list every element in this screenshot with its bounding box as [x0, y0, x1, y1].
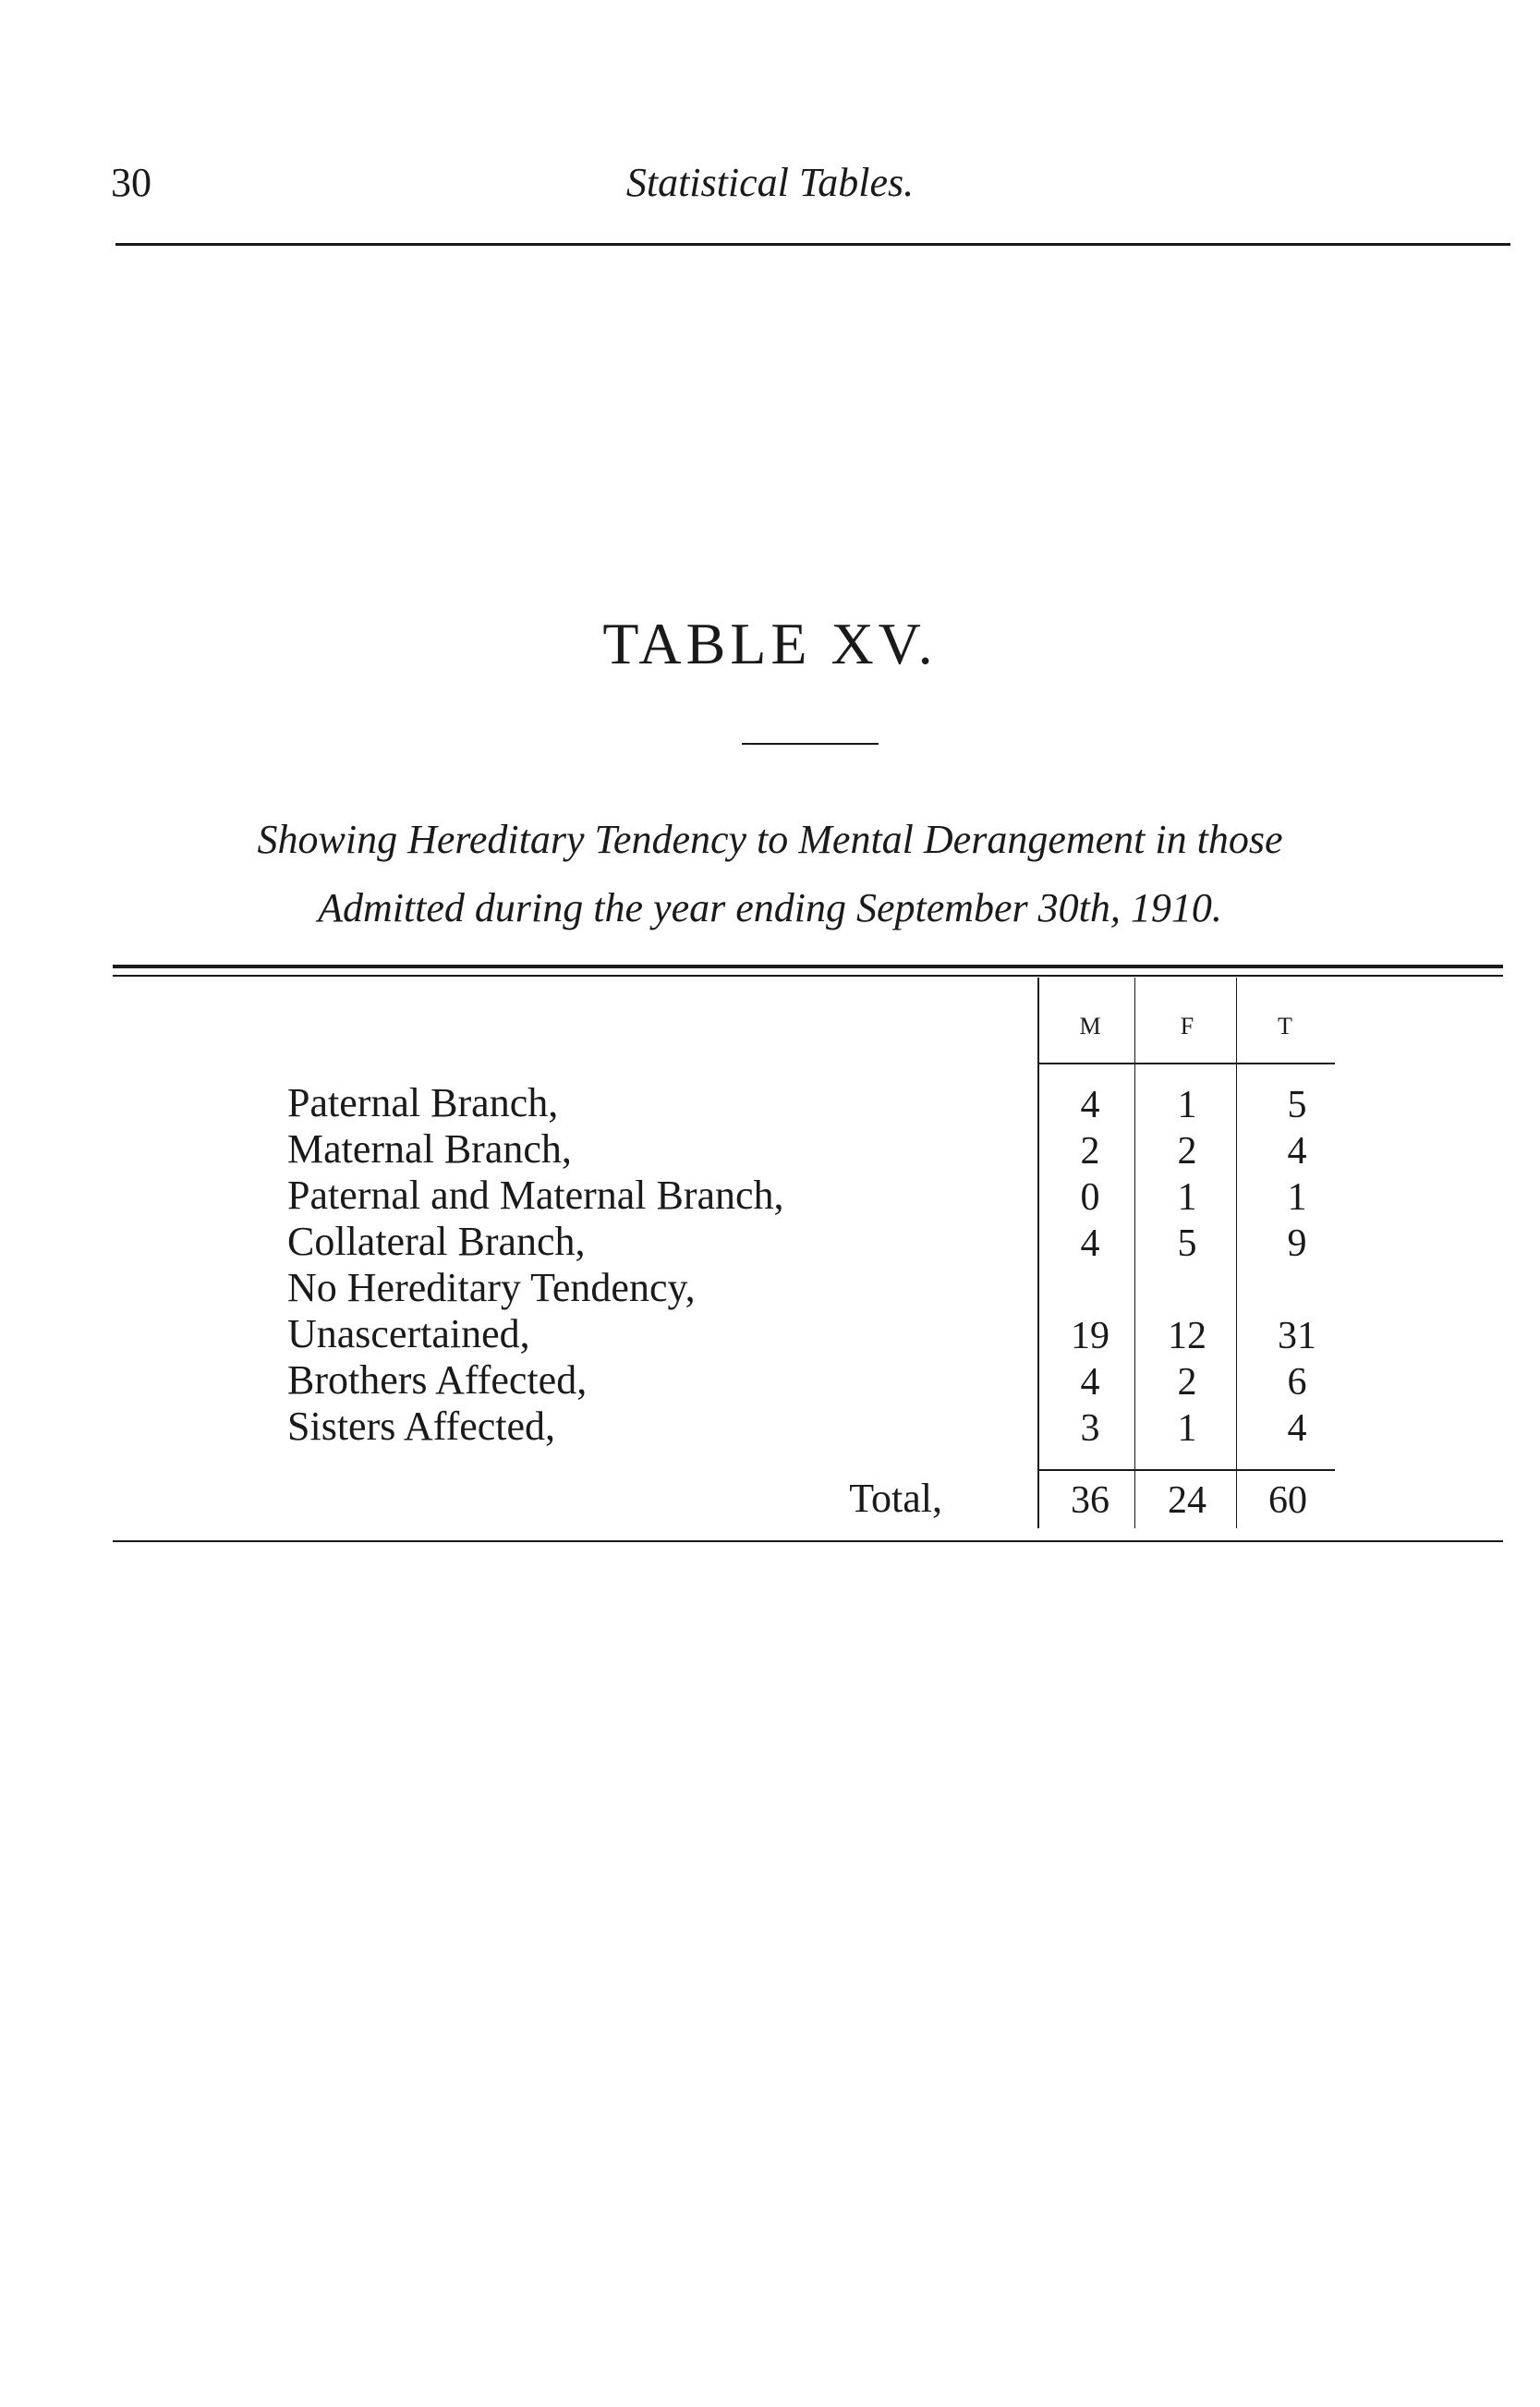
subtitle-line-1: Showing Hereditary Tendency to Mental Derangement in those — [257, 817, 1283, 862]
table-subtitle — [0, 806, 1540, 942]
title-rule — [742, 743, 879, 745]
total-t: 60 — [1268, 1479, 1307, 1522]
column-header-rule — [1037, 1063, 1335, 1064]
total-rule — [1037, 1469, 1335, 1471]
cell-f: 1 — [1177, 1407, 1197, 1450]
row-label: Paternal Branch, — [287, 1080, 559, 1125]
row-label: Unascertained, — [287, 1311, 530, 1356]
cell-t: 9 — [1287, 1222, 1307, 1265]
cell-f: 1 — [1177, 1084, 1197, 1126]
cell-f: 2 — [1177, 1361, 1197, 1404]
table-title: TABLE XV. — [602, 611, 938, 676]
column-header-f: F — [1180, 1013, 1194, 1039]
cell-m: 19 — [1071, 1315, 1110, 1357]
cell-f: 12 — [1168, 1315, 1207, 1357]
row-label: Paternal and Maternal Branch, — [287, 1173, 784, 1218]
cell-m: 0 — [1080, 1176, 1100, 1219]
row-label: Collateral Branch, — [287, 1219, 586, 1264]
column-header-m: M — [1079, 1013, 1101, 1039]
cell-m: 4 — [1080, 1222, 1100, 1265]
cell-t: 5 — [1287, 1084, 1307, 1126]
cell-f: 5 — [1177, 1222, 1197, 1265]
total-m: 36 — [1071, 1479, 1110, 1522]
cell-f: 1 — [1177, 1176, 1197, 1219]
column-header-t: T — [1278, 1013, 1292, 1039]
header-rule — [115, 243, 1510, 246]
cell-t: 4 — [1287, 1407, 1307, 1450]
cell-t: 1 — [1287, 1176, 1307, 1219]
running-title: Statistical Tables. — [625, 160, 915, 205]
row-label: Maternal Branch, — [287, 1126, 572, 1172]
cell-m: 3 — [1080, 1407, 1100, 1450]
cell-t: 31 — [1278, 1315, 1316, 1357]
total-f: 24 — [1168, 1479, 1207, 1522]
total-label: Total, — [849, 1476, 942, 1521]
row-label: Sisters Affected, — [287, 1404, 556, 1449]
page-number: 30 — [111, 160, 152, 205]
cell-t: 4 — [1287, 1130, 1307, 1173]
table-top-rule — [113, 965, 1503, 977]
row-label: Brothers Affected, — [287, 1357, 588, 1403]
cell-m: 4 — [1080, 1084, 1100, 1126]
column-rule-m — [1037, 978, 1039, 1528]
cell-m: 4 — [1080, 1361, 1100, 1404]
table-bottom-rule — [113, 1540, 1503, 1542]
column-rule-t — [1236, 978, 1237, 1528]
subtitle-line-2: Admitted during the year ending September 30th, 1910. — [318, 885, 1222, 930]
row-label: No Hereditary Tendency, — [287, 1265, 696, 1310]
cell-m: 2 — [1080, 1130, 1100, 1173]
cell-t: 6 — [1287, 1361, 1307, 1404]
cell-f: 2 — [1177, 1130, 1197, 1173]
